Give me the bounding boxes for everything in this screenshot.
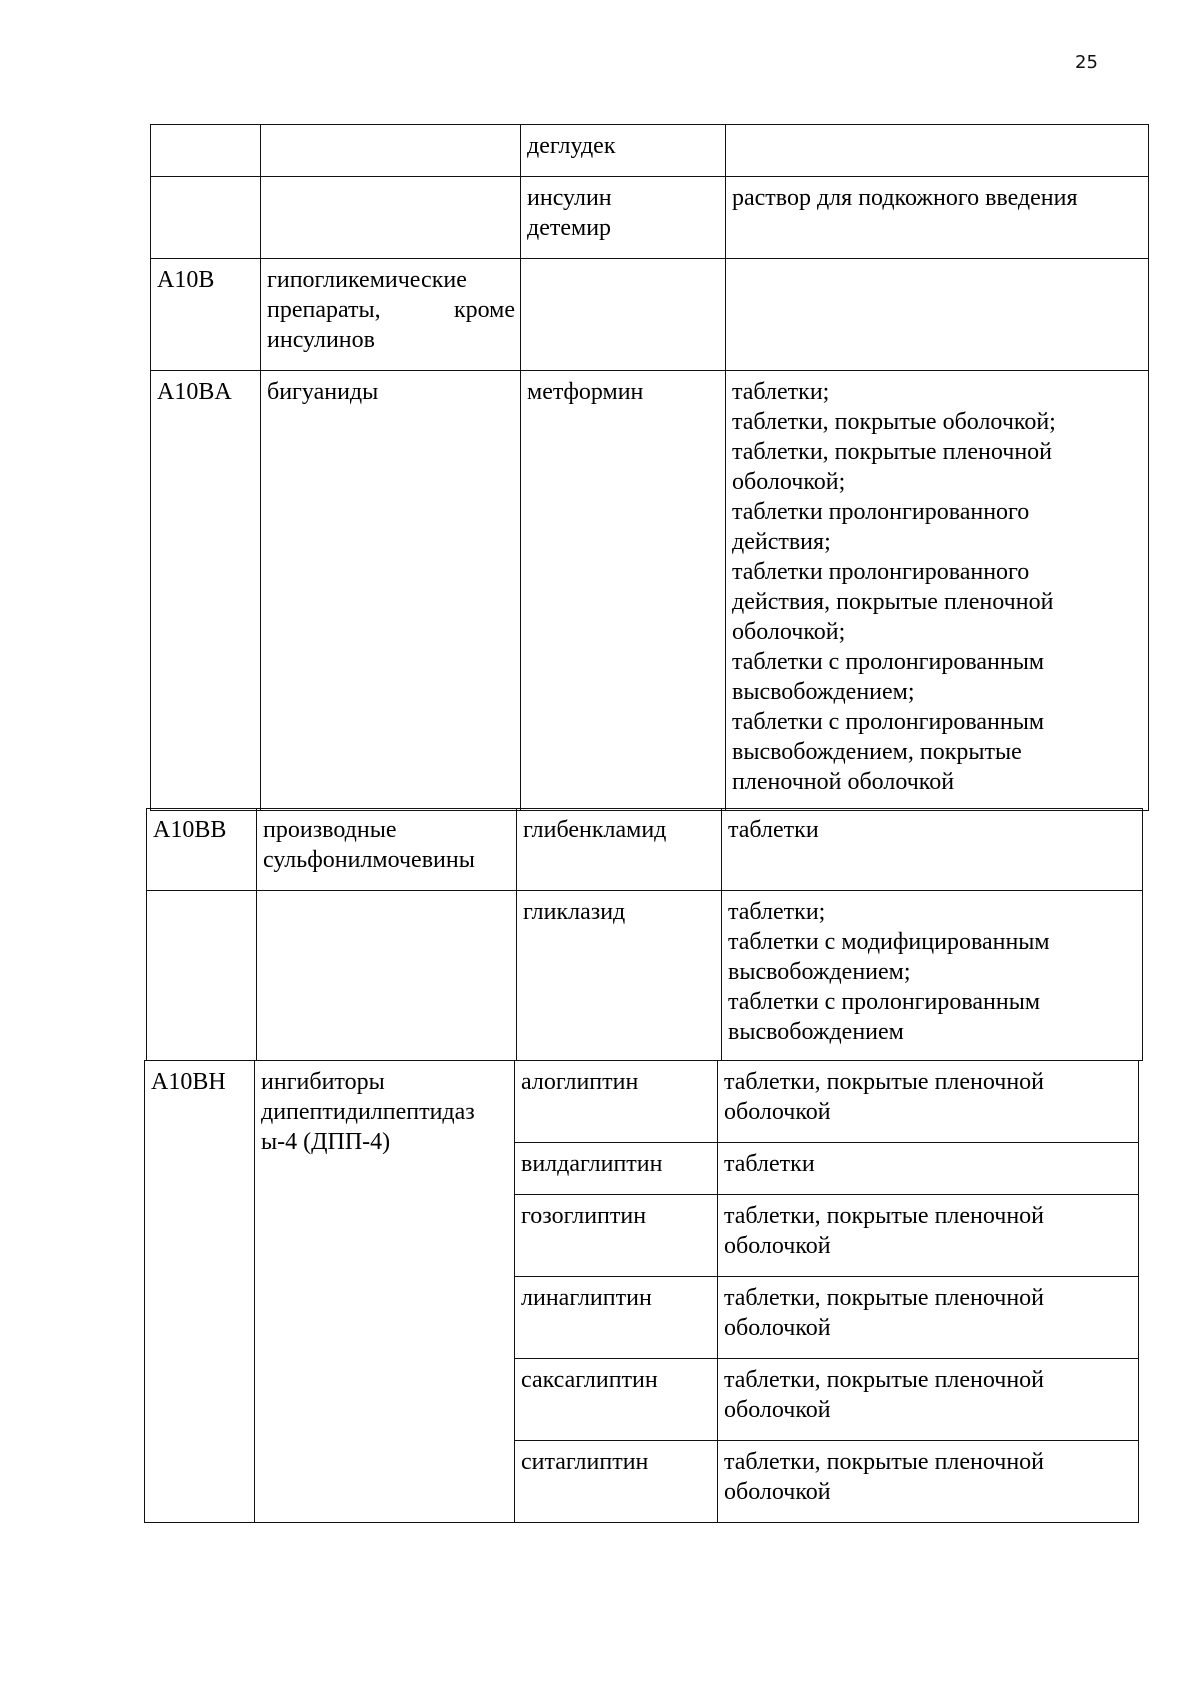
- group-cell: производные сульфонилмочевины: [257, 809, 517, 891]
- forms-cell: [726, 259, 1149, 371]
- atc-code-cell: A10BB: [147, 809, 257, 891]
- table-row: [151, 177, 1149, 259]
- atc-code-cell: A10B: [151, 259, 261, 371]
- drug-cell: гозоглиптин: [515, 1195, 718, 1277]
- table-row: [151, 371, 1149, 811]
- drug-cell: глибенкламид: [517, 809, 722, 891]
- forms-cell: [726, 125, 1149, 177]
- forms-cell: таблетки; таблетки с модифицированным высвобождением; таблетки с пролонгированным высвобождением: [722, 891, 1143, 1061]
- atc-code-cell: A10BH: [145, 1061, 255, 1523]
- forms-cell: таблетки, покрытые пленочной оболочкой: [718, 1061, 1139, 1143]
- group-cell: [261, 125, 521, 177]
- drug-cell: саксаглиптин: [515, 1359, 718, 1441]
- drug-cell: метформин: [521, 371, 726, 811]
- forms-cell: таблетки; таблетки, покрытые оболочкой; таблетки, покрытые пленочной оболочкой; таблетки пролонгированного действия; таблетки пролонгированного действия, покрытые пленочной оболочкой; таблетки с пролонгированным высвобождением; таблетки с пролонгированным высвобождением, покрытые пленочной оболочкой: [726, 371, 1149, 811]
- drug-cell: вилдаглиптин: [515, 1143, 718, 1195]
- forms-cell: таблетки: [722, 809, 1143, 891]
- table-row: [151, 125, 1149, 177]
- forms-cell: таблетки, покрытые пленочной оболочкой: [718, 1277, 1139, 1359]
- table-row: [145, 1061, 1139, 1143]
- group-cell: гипогликемические препараты, кроме инсулинов: [261, 259, 521, 371]
- forms-cell: таблетки, покрытые пленочной оболочкой: [718, 1441, 1139, 1523]
- drug-cell: линаглиптин: [515, 1277, 718, 1359]
- group-cell: ингибиторы дипептидилпептидаз ы-4 (ДПП-4): [255, 1061, 515, 1523]
- page-number: 25: [1075, 52, 1098, 73]
- drug-cell: гликлазид: [517, 891, 722, 1061]
- table-row: [147, 891, 1143, 1061]
- drug-cell: алоглиптин: [515, 1061, 718, 1143]
- group-cell: [257, 891, 517, 1061]
- forms-cell: таблетки, покрытые пленочной оболочкой: [718, 1195, 1139, 1277]
- drug-cell: ситаглиптин: [515, 1441, 718, 1523]
- atc-code-cell: [151, 125, 261, 177]
- table-sulfonylureas: [146, 808, 1143, 1061]
- group-cell: [261, 177, 521, 259]
- drug-cell: инсулин детемир: [521, 177, 726, 259]
- atc-code-cell: [147, 891, 257, 1061]
- atc-code-cell: [151, 177, 261, 259]
- atc-code-cell: A10BA: [151, 371, 261, 811]
- drug-cell: [521, 259, 726, 371]
- drug-cell: деглудек: [521, 125, 726, 177]
- group-cell: бигуаниды: [261, 371, 521, 811]
- table-insulins-biguanides: [150, 124, 1149, 811]
- forms-cell: таблетки, покрытые пленочной оболочкой: [718, 1359, 1139, 1441]
- forms-cell: раствор для подкожного введения: [726, 177, 1149, 259]
- table-dpp4-inhibitors: [144, 1060, 1139, 1523]
- forms-cell: таблетки: [718, 1143, 1139, 1195]
- table-row: [147, 809, 1143, 891]
- table-row: [151, 259, 1149, 371]
